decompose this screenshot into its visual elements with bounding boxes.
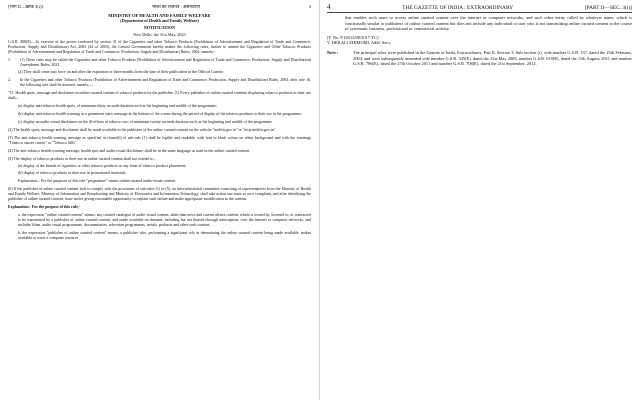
department-title: (Department of Health and Family Welfare) (120, 18, 199, 24)
rule-2 (8, 77, 311, 87)
clause-a: (a) display anti-tobacco health spots, of minimum thirty seconds duration each at the beginning and middle of the programme; (18, 103, 217, 109)
signatory: V. HEKALI ZHIMOMI, Addl. Secy. (327, 40, 392, 46)
rule-number: 1. (8, 57, 11, 63)
rule-11-intro: "11. Health spots, message and disclaimer in online curated content of tobacco products by the publisher. (1) Every publisher of online curated contents displaying tobacco products or their use shall,– (8, 90, 311, 101)
gazette-page-4 (321, 0, 640, 400)
ministry-title: MINISTRY OF HEALTH AND FAMILY WELFARE (108, 13, 211, 18)
rule-1-clause-1: (1) These rules may be called the Cigarettes and other Tobacco Products (Prohibition of Advertisement and Regulation of Trade and Commerce, Production, Supply and Distribution) Amendment Rules, 2023. (20, 57, 311, 68)
rule-2-text: In the Cigarettes and other Tobacco Products (Prohibition of Advertisement and Regulation of Trade and Commerce, Production, Supply and Distribution) Rules, 2004, after rule 10, the following rule shall be inserted, namely,— (20, 77, 311, 88)
preamble: G.S.R. 408(E).—In exercise of the power conferred by section 31 of the Cigarettes and other Tobacco Products (Prohibition of Advertisement and Regulation of Trade and Commerce, Production, Supply and Distribution) Act, 2003 (34 of 2003), the Central Government hereby makes the following rules, further to amend the Cigarettes and Other Tobacco Products (Prohibition of Advertisement and Regulation of Trade and Commerce, Production, Supply and Distribution) Rules, 2004, namely:- (8, 39, 311, 55)
page-number: 4 (327, 3, 331, 11)
sub-rule-5b: (b) display of tobacco products or their use in promotional materials. (18, 170, 127, 176)
sub-rule-6: (6) If the publisher of online curated content fails to comply with the provisions of sub-rules (1) to (5), an inter-ministerial committee consisting of representatives from the Ministry of Health and Family Welfare, Ministry of Information and Broadcasting and Ministry of Electronics and Information Technology, shall take action suo moto or on a complaint, and after identifying the publisher of online curated content, issue notice giving reasonable opportunity to explain such failure and make appropriate modification in the content. (8, 186, 311, 202)
dateline: New Delhi, the 31st May, 2023 (133, 32, 186, 38)
header-section-hindi: [भाग II—खण्ड 3(i)] (8, 4, 44, 9)
explanation-a: a. the expression "online curated content" means, any curated catalogue of audio-visual content, other than news and current affairs content, which is owned by, licensed to, or contracted to be transmitted by a publisher of online curated content, and made available on demand, including but not limited through subscription, over the internet or computer networks, and includes films, audio visual programmes, documentaries, television programmes, serials, podcasts and other such content; (18, 212, 311, 228)
rule-1-clause-2: (2) They shall come into force on and after the expiration of three months from the date of their publication in the Official Gazette. (18, 69, 225, 75)
note-text: The principal rules were published in the Gazette of India, Extraordinary, Part II, Section 3, Sub-section (i), vide number G.S.R. 137, dated the 25th February, 2004, and were subsequently amended vide number G.S.R. 345(E), dated the 31st May 2005, number G.S.R. 619(E), dated the 11th August, 2011 and number G.S.R. 786(E), dated the 27th October 2011 and number G.S.R. 708(E), dated the 21st September, 2012. (353, 49, 632, 67)
header-title-hindi: भारत का राजपत्र : असाधारण (151, 4, 200, 9)
clause-b: (b) display anti-tobacco health warning as a prominent static message at the bottom of the screen during the period of display of the tobacco products or their use in the programme; (18, 111, 302, 117)
page-header (327, 4, 632, 13)
page-number: 3 (308, 4, 311, 9)
sub-rule-5: (5) The display of tobacco products or their use in online curated content shall not extend to – (8, 156, 156, 162)
sub-rule-5a: (a) display of the brands of cigarettes or other tobacco products or any form of tobacco product placement; (18, 163, 187, 169)
file-number: [F. No. P.16012/98/2017-TC] (327, 34, 379, 40)
note-label: Note : (327, 49, 339, 55)
footnote (327, 50, 632, 67)
explanation-programme: Explanation.– For the purposes of this rule "programme" means online curated audio-visual content. (18, 178, 177, 184)
gazette-section: [PART II—SEC. 3(i)] (584, 5, 632, 11)
rule-1 (8, 57, 311, 67)
sub-rule-3: (3) The anti-tobacco health warning message as specified in clause(b) of sub-rule (1) shall be legible and readable, with font in black colour on white background and with the warnings "Tobacco causes cancer" or "Tobacco kills". (8, 135, 311, 146)
rule-number: 2. (8, 77, 11, 83)
notification-heading: NOTIFICATION (143, 25, 176, 31)
sub-rule-4: (4) The anti-tobacco health-warning message, health spot and audio-visual disclaimer, shall be in the same language as used in the online curated content. (8, 148, 251, 154)
explanation-b: b. the expression "publisher of online curated content" means, a publisher who, performing a significant role in determining the online curated content being made available, makes available to users a computer resource (18, 230, 311, 241)
clause-c: (c) display an audio-visual disclaimer on the ill-effects of tobacco use, of minimum twenty seconds duration each, at the beginning and middle of the programme. (18, 119, 273, 125)
sub-rule-2: (2) The health spots, message and disclaimer shall be made available to the publisher of the online curated content on the website "mohfw.gov.in" or "ntcp.mohfw.gov.in". (8, 127, 277, 133)
continuation-text: that enables such users to access online curated content over the internet or computer networks, and such other entity called by whatever name, which is functionally similar to publishers of online curated content but does not include any individual or user who is not transmitting online curated content in the course of systematic business, professional or commercial activity. (345, 15, 632, 32)
page-header (8, 4, 311, 9)
explanation-heading: Explanation.- For the purpose of this rule,- (8, 204, 81, 210)
gazette-title: THE GAZETTE OF INDIA : EXTRAORDINARY (402, 5, 514, 11)
